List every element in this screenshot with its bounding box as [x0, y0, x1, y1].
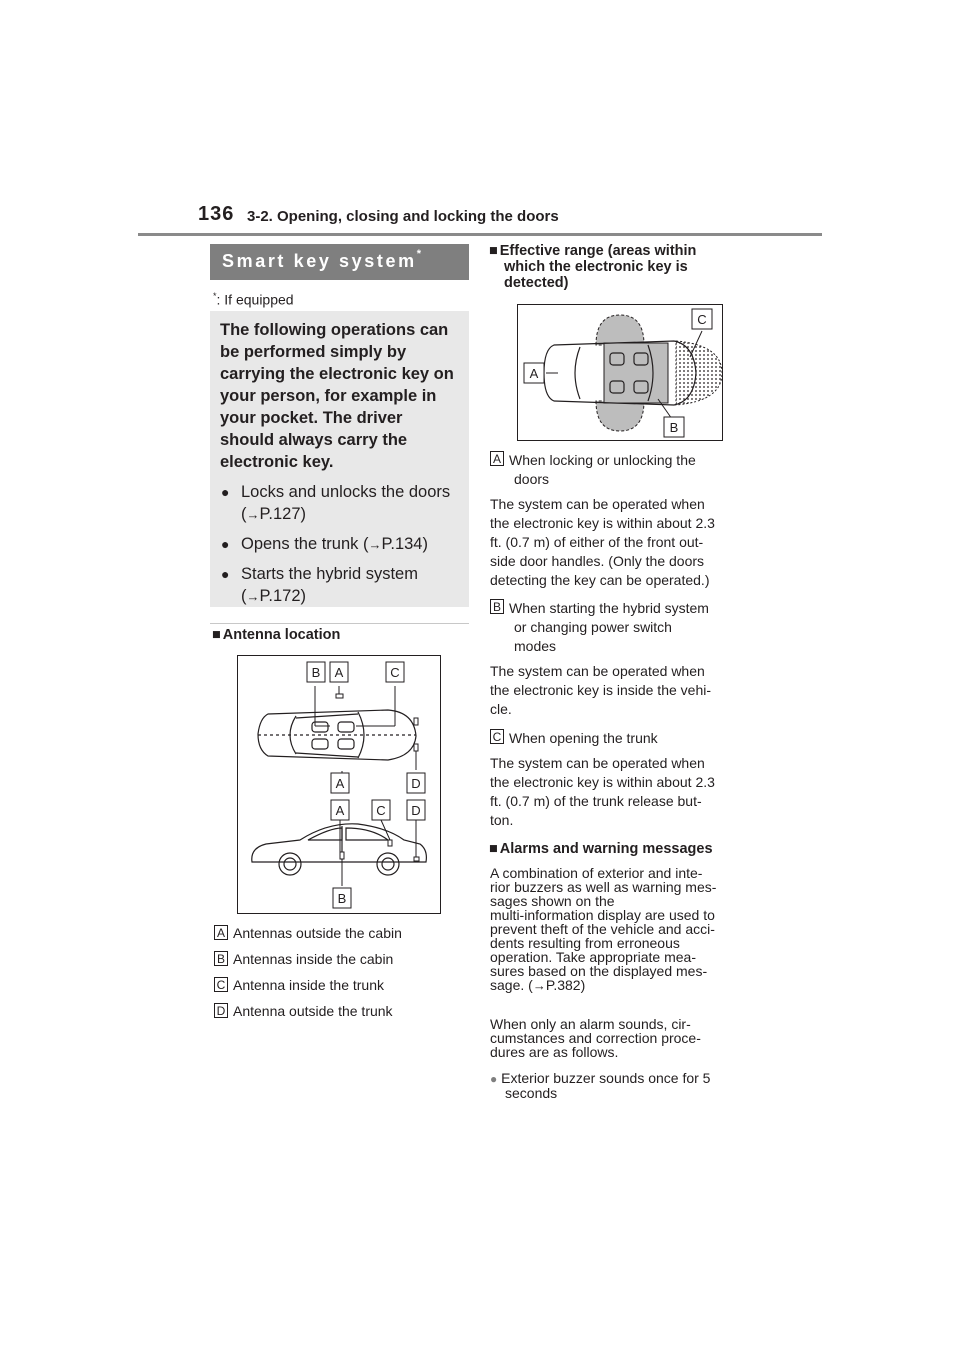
range-label-line: modes: [514, 638, 557, 654]
door-range-area-bottom: [596, 401, 644, 431]
banner-title: Smart key system: [222, 251, 417, 271]
body-line: the electronic key is within about 2.3: [490, 515, 715, 531]
body-line: sages shown on the: [490, 893, 615, 909]
info-bullet: [220, 533, 459, 556]
page-ref-link[interactable]: P.134): [381, 535, 428, 553]
car-top-view-illustration: [258, 710, 416, 760]
footnote-mark: *: [213, 291, 217, 301]
footnote: [213, 291, 294, 308]
body-line: the electronic key is within about 2.3: [490, 774, 715, 790]
info-bullet: [220, 563, 459, 608]
body-line: The system can be operated when: [490, 663, 705, 679]
info-bullet-text: Opens the trunk (: [241, 535, 369, 553]
header-rule: [138, 233, 822, 236]
figure-label-c: C: [376, 803, 386, 818]
figure-label-d: D: [411, 803, 421, 818]
body-line: cumstances and correction proce-: [490, 1030, 701, 1046]
alarms-bullet: [490, 1071, 752, 1100]
body-line: sage. (: [490, 977, 533, 993]
legend-item: [214, 951, 393, 967]
info-bullet: [220, 481, 459, 526]
antenna-location-figure: [237, 655, 441, 914]
body-line: multi-information display are used to: [490, 907, 715, 923]
legend-text: Antenna outside the trunk: [233, 1003, 393, 1019]
effective-range-figure: [517, 304, 723, 441]
range-item-body: [490, 754, 752, 830]
arrow-icon: →: [368, 537, 382, 552]
range-item-label: [490, 599, 752, 618]
body-line: the electronic key is inside the vehi-: [490, 682, 711, 698]
alarms-paragraph: [490, 866, 752, 993]
figure-label-b: B: [669, 420, 679, 435]
info-bullet-text: Starts the hybrid system (: [241, 565, 418, 605]
body-line: cle.: [490, 701, 512, 717]
body-line: When only an alarm sounds, cir-: [490, 1016, 691, 1032]
page-ref-link[interactable]: P.172): [259, 587, 306, 605]
body-line: dures are as follows.: [490, 1044, 619, 1060]
range-item-a: [490, 451, 752, 590]
info-bullet-text: Locks and unlocks the doors (: [241, 483, 451, 523]
range-label-line: When opening the trunk: [509, 730, 658, 746]
range-item-body: [490, 662, 752, 719]
page-ref-link[interactable]: P.382): [545, 977, 586, 993]
car-side-view-illustration: [252, 824, 427, 875]
legend-text: Antenna inside the trunk: [233, 977, 384, 993]
body-line: The system can be operated when: [490, 496, 705, 512]
body-line: ton.: [490, 812, 514, 828]
range-item-label: [490, 729, 752, 748]
range-label-line: When starting the hybrid system: [509, 600, 709, 616]
body-line: sures based on the displayed mes-: [490, 963, 708, 979]
square-bullet-icon: ■: [212, 627, 221, 643]
info-box: [210, 311, 469, 607]
figure-label-b: B: [311, 665, 321, 680]
alarms-heading: [489, 841, 713, 857]
info-box-intro: The following operations can be performed simply by carrying the electronic key on your person, for example in your pocket. The driver should always carry the electronic key.: [220, 321, 454, 471]
bullet-icon: ●: [221, 484, 230, 500]
body-line: operation. Take appropriate mea-: [490, 949, 696, 965]
range-item-body: [490, 495, 752, 590]
figure-label-c: C: [697, 312, 707, 327]
page-number: 136: [198, 203, 235, 225]
antenna-heading-text: Antenna location: [222, 627, 341, 643]
body-line: A combination of exterior and inte-: [490, 865, 703, 881]
alarms-paragraph: [490, 1017, 752, 1059]
body-line: Exterior buzzer sounds once for 5: [501, 1070, 711, 1086]
body-line: ft. (0.7 m) of either of the front out-: [490, 534, 704, 550]
alarms-heading-text: Alarms and warning messages: [499, 841, 713, 857]
range-heading-line: which the electronic key is: [504, 259, 688, 275]
range-label-line: or changing power switch: [514, 619, 672, 635]
body-line: prevent theft of the vehicle and acci-: [490, 921, 715, 937]
range-item-label: [490, 451, 752, 470]
body-line: rior buzzers as well as warning mes-: [490, 879, 717, 895]
footnote-text: : If equipped: [216, 291, 294, 308]
square-bullet-icon: ■: [489, 243, 498, 259]
body-line: seconds: [505, 1085, 558, 1101]
body-line: detecting the key can be operated.): [490, 572, 710, 588]
legend-text: Antennas inside the cabin: [233, 951, 394, 967]
legend-item: [214, 977, 384, 993]
body-line: side door handles. (Only the doors: [490, 553, 705, 569]
bullet-icon: ●: [490, 1072, 498, 1086]
legend-key: D: [214, 1003, 228, 1018]
body-line: dents resulting from erroneous: [490, 935, 680, 951]
arrow-icon: →: [246, 507, 260, 522]
body-line: The system can be operated when: [490, 755, 705, 771]
bullet-icon: ●: [221, 536, 230, 552]
range-heading-line: Effective range (areas within: [499, 243, 697, 259]
section-banner: [210, 244, 469, 280]
legend-key: B: [490, 599, 504, 614]
figure-label-a: A: [335, 803, 345, 818]
range-label-line: When locking or unlocking the: [509, 452, 696, 468]
arrow-icon: →: [246, 589, 260, 604]
range-label-line: doors: [514, 471, 550, 487]
figure-label-d: D: [411, 776, 421, 791]
divider: [210, 623, 469, 624]
page-ref-link[interactable]: P.127): [259, 505, 306, 523]
legend-key: A: [490, 451, 504, 466]
effective-range-heading: [489, 243, 751, 291]
antenna-location-heading: [212, 627, 340, 643]
legend-key: A: [214, 925, 228, 940]
door-range-area-top: [596, 315, 644, 345]
square-bullet-icon: ■: [489, 841, 498, 857]
legend-key: C: [490, 729, 504, 744]
legend-key: C: [214, 977, 228, 992]
range-heading-line: detected): [504, 275, 569, 291]
car-top-view-illustration: [544, 341, 696, 405]
figure-label-b: B: [337, 891, 347, 906]
legend-item: [214, 1003, 393, 1019]
figure-label-a: A: [529, 366, 539, 381]
legend-text: Antennas outside the cabin: [233, 925, 402, 941]
figure-label-c: C: [390, 665, 400, 680]
legend-key: B: [214, 951, 228, 966]
bullet-icon: ●: [221, 566, 230, 582]
section-title: 3-2. Opening, closing and locking the doors: [247, 208, 559, 225]
body-line: ft. (0.7 m) of the trunk release but-: [490, 793, 702, 809]
figure-label-a: A: [335, 776, 345, 791]
range-item-c: [490, 729, 752, 830]
legend-item: [214, 925, 402, 941]
figure-label-a: A: [334, 665, 344, 680]
antenna-diagram: [238, 656, 440, 913]
banner-asterisk: *: [416, 248, 421, 260]
arrow-icon: →: [532, 978, 546, 993]
range-diagram: [518, 305, 722, 440]
range-item-b: [490, 599, 752, 719]
